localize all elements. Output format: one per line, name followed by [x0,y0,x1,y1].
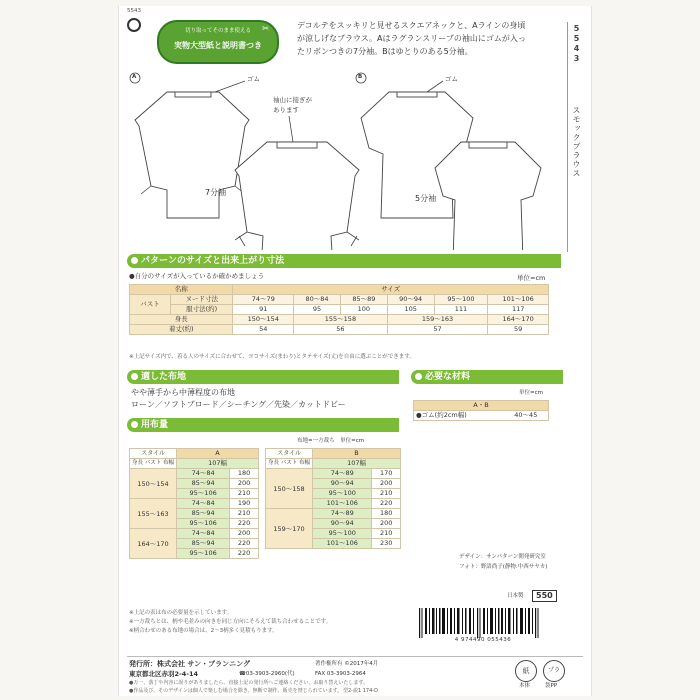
nude-value: 95〜100 [434,295,488,305]
yardage-bust-cell: 95〜106 [177,519,230,529]
credit-photo: フォト：野語尚子(静物:中西サヤカ) [459,564,548,570]
yardage-value-cell: 220 [230,519,259,529]
footer-fax: FAX 03-3903-2964 [315,671,366,677]
sleeve-note-2: あります [273,106,299,114]
yardage-b-body [266,469,401,549]
yardage-value-cell: 170 [372,469,401,479]
materials-col: A・B [414,401,549,411]
yardage-value-cell: 210 [230,509,259,519]
yardage-bust-cell: 95〜106 [177,549,230,559]
yardage-bust-cell: 74〜89 [313,509,372,519]
size-length-label: 着丈(約) [130,325,233,335]
yardage-bust-cell: 74〜84 [177,469,230,479]
yardage-value-cell: 180 [372,509,401,519]
length-value: 57 [387,325,488,335]
footer-code: 型2-説1 174-D [343,688,378,694]
yardage-style-b: B [313,449,401,459]
yardage-bust-label: バスト [280,460,298,466]
size-garment-label: 服寸法(約) [170,305,233,315]
footer-address: 東京都北区赤羽2-4-14 [129,670,198,678]
materials-item: ●ゴム(約2cm幅) [414,411,504,421]
yardage-height-label: 身長 [268,460,280,466]
footer-note-1: ●万一、落丁や内容に誤りがありましたら、直接上記の発行所へご連絡ください。お取り替えいたします。 [129,680,368,686]
length-value: 59 [488,325,549,335]
yardage-value-cell: 220 [372,499,401,509]
yardage-value-cell: 190 [230,499,259,509]
label-a: A [132,74,137,80]
yardage-note-3: ※柄合わせのある布地の場合は、2〜3柄多く見積もります。 [129,628,278,634]
sleeve-a-label: 7分袖 [205,188,227,197]
yardage-table-b [265,448,401,549]
materials-value: 40〜45 [504,411,549,421]
side-divider [567,22,568,252]
garment-value: 111 [434,305,488,315]
materials-heading-text: 必要な材料 [425,372,471,382]
nude-value: 90〜94 [387,295,434,305]
yardage-bust-cell: 95〜100 [313,529,372,539]
yardage-row [130,529,259,539]
recycle-label-2: 袋PP [545,683,558,689]
yardage-table-a [129,448,259,559]
badge-line-2: 実物大型紙と説明書つき [174,41,262,50]
price-box: 550 [532,590,557,602]
yardage-row [130,469,259,479]
bullet-icon [415,373,422,380]
yardage-bust-cell: 95〜100 [313,489,372,499]
description-line-3: たリボンつきの7分袖。Bはゆとりのある5分袖。 [297,47,473,56]
yardage-height-label: 身長 [132,460,144,466]
blouse-drawings [127,70,553,250]
garment-value: 117 [488,305,549,315]
recycle-label-1: 本体 [519,683,531,689]
pattern-badge [157,20,279,64]
yardage-row [130,499,259,509]
yardage-unit-note: 布地=一方裁ち 単位=cm [297,438,365,444]
plastic-recycle-icon: プラ [543,660,565,682]
yardage-bust-cell: 90〜94 [313,519,372,529]
nude-value: 101〜106 [488,295,549,305]
yardage-height-cell: 164〜170 [130,529,177,559]
yardage-bust-cell: 74〜84 [177,529,230,539]
yardage-row [266,509,401,519]
yardage-value-cell: 210 [230,489,259,499]
yardage-height-cell: 159〜170 [266,509,313,549]
hole-circle-icon [127,18,141,32]
barcode-icon [417,608,549,638]
garment-value: 105 [387,305,434,315]
height-value: 155〜158 [294,315,388,325]
nude-value: 85〜89 [340,295,387,305]
yardage-bust-label: バスト [144,460,162,466]
yardage-bust-cell: 101〜106 [313,539,372,549]
barcode [417,608,549,644]
yardage-value-cell: 220 [230,549,259,559]
length-value: 56 [294,325,388,335]
garment-value: 95 [294,305,341,315]
fabric-section-heading [127,370,399,384]
garment-value: 91 [233,305,294,315]
nude-value: 80〜84 [294,295,341,305]
yardage-value-cell: 200 [372,519,401,529]
sleeve-b-label: 5分袖 [415,194,437,203]
size-heading-text: パターンのサイズと出来上がり寸法 [141,256,285,266]
yardage-value-cell: 180 [230,469,259,479]
yardage-height-cell: 150〜154 [130,469,177,499]
scissors-icon: ✂ [262,24,269,33]
yardage-bust-cell: 85〜94 [177,539,230,549]
yardage-bust-cell: 90〜94 [313,479,372,489]
yardage-bust-cell: 101〜106 [313,499,372,509]
made-in-japan: 日本製 [507,593,524,599]
yardage-width-label: 布幅 [299,460,311,466]
yardage-value-cell: 200 [230,529,259,539]
height-value: 164〜170 [488,315,549,325]
yardage-width-value: 107幅 [313,459,401,469]
pattern-sheet [118,6,592,696]
description-line-1: デコルテをスッキリと見せるスクエアネックと、Aラインの身頃 [297,21,526,30]
fabric-line-1: やや薄手から中薄程度の布地 [131,388,235,397]
garment-illustration [127,70,553,250]
yardage-height-cell: 150〜158 [266,469,313,509]
side-pattern-number: 5543 [572,24,581,64]
height-value: 150〜154 [233,315,294,325]
yardage-style-label: スタイル [130,449,177,459]
yardage-bust-cell: 85〜94 [177,479,230,489]
size-unit: 単位=cm [517,274,546,282]
footer-divider [127,656,583,657]
credit-design: デザイン：サンパターン開発研究室 [459,554,546,560]
sleeve-note-1: 袖山に接ぎが [273,96,312,104]
yardage-note-1: ※上記の表は布の必要量を示しています。 [129,610,233,616]
materials-table [413,400,549,421]
size-nude-label: ヌード寸法 [170,295,233,305]
size-table [129,284,549,335]
yardage-heading-text: 用布量 [141,420,169,430]
yardage-value-cell: 210 [372,489,401,499]
description-line-2: が涼しげなブラウス。Aはラグランスリーブの袖山にゴムが入っ [297,34,526,43]
materials-section-heading [411,370,563,384]
bullet-icon [131,373,138,380]
yardage-value-cell: 220 [230,539,259,549]
size-section-heading [127,254,561,268]
side-title: スモックブラウス [572,106,581,178]
fabric-heading-text: 適した布地 [141,372,187,382]
yardage-bust-cell: 85〜94 [177,509,230,519]
size-col-name: 名称 [130,285,233,295]
garment-value: 100 [340,305,387,315]
yardage-a-body [130,469,259,559]
yardage-value-cell: 200 [372,479,401,489]
size-note: ●自分のサイズが入っているか確かめましょう [129,272,265,280]
yardage-width-value: 107幅 [177,459,259,469]
footer-copyright: 著作権所有 ©2017年4月 [315,661,379,667]
footer-tel: ☎03-3903-2960(代) [239,671,295,677]
yardage-bust-cell: 74〜89 [313,469,372,479]
gomu-label-a: ゴム [247,75,260,83]
height-value: 159〜163 [387,315,488,325]
label-b: B [358,74,363,80]
yardage-value-cell: 200 [230,479,259,489]
paper-recycle-icon: 紙 [515,660,537,682]
yardage-value-cell: 210 [372,529,401,539]
yardage-style-a: A [177,449,259,459]
badge-line-1: 切り取ってそのまま使える [184,28,251,34]
bullet-icon [131,421,138,428]
yardage-header-cell [266,459,313,469]
yardage-value-cell: 230 [372,539,401,549]
yardage-bust-cell: 95〜106 [177,489,230,499]
length-value: 54 [233,325,294,335]
yardage-bust-cell: 74〜84 [177,499,230,509]
gomu-label-b: ゴム [445,75,458,83]
fabric-line-2: ローン／ソフトブロード／シーチング／先染／カットドビー [131,400,346,409]
yardage-note-2: ※一方裁ちとは、柄や毛並みの向きを同じ方向にそろえて裁ち合わせることです。 [129,619,332,625]
yardage-section-heading [127,418,399,432]
size-height-label: 身長 [130,315,233,325]
footer-note-2: ●作品及び、そのデザインは個人で楽しむ場合を除き、無断で制作、販売を禁じられています。 [129,688,343,694]
size-col-size: サイズ [233,285,549,295]
yardage-header-cell [130,459,177,469]
yardage-style-label: スタイル [266,449,313,459]
yardage-height-cell: 155〜163 [130,499,177,529]
nude-value: 74〜79 [233,295,294,305]
yardage-width-label: 布幅 [163,460,175,466]
bullet-icon [131,257,138,264]
size-footnote: ※上記サイズ内で、着る人のサイズに合わせて、ヨコサイズ(まわり)とタテサイズ(丈)を自由に選ぶことができます。 [129,354,415,360]
yardage-row [266,469,401,479]
size-bust-label: バスト [130,295,171,315]
barcode-number: 4 974490 055436 [454,637,512,643]
footer-publisher: 発行所：株式会社 サン・プランニング [129,660,250,668]
materials-unit: 単位=cm [519,390,543,396]
pattern-number: 5543 [127,8,141,14]
